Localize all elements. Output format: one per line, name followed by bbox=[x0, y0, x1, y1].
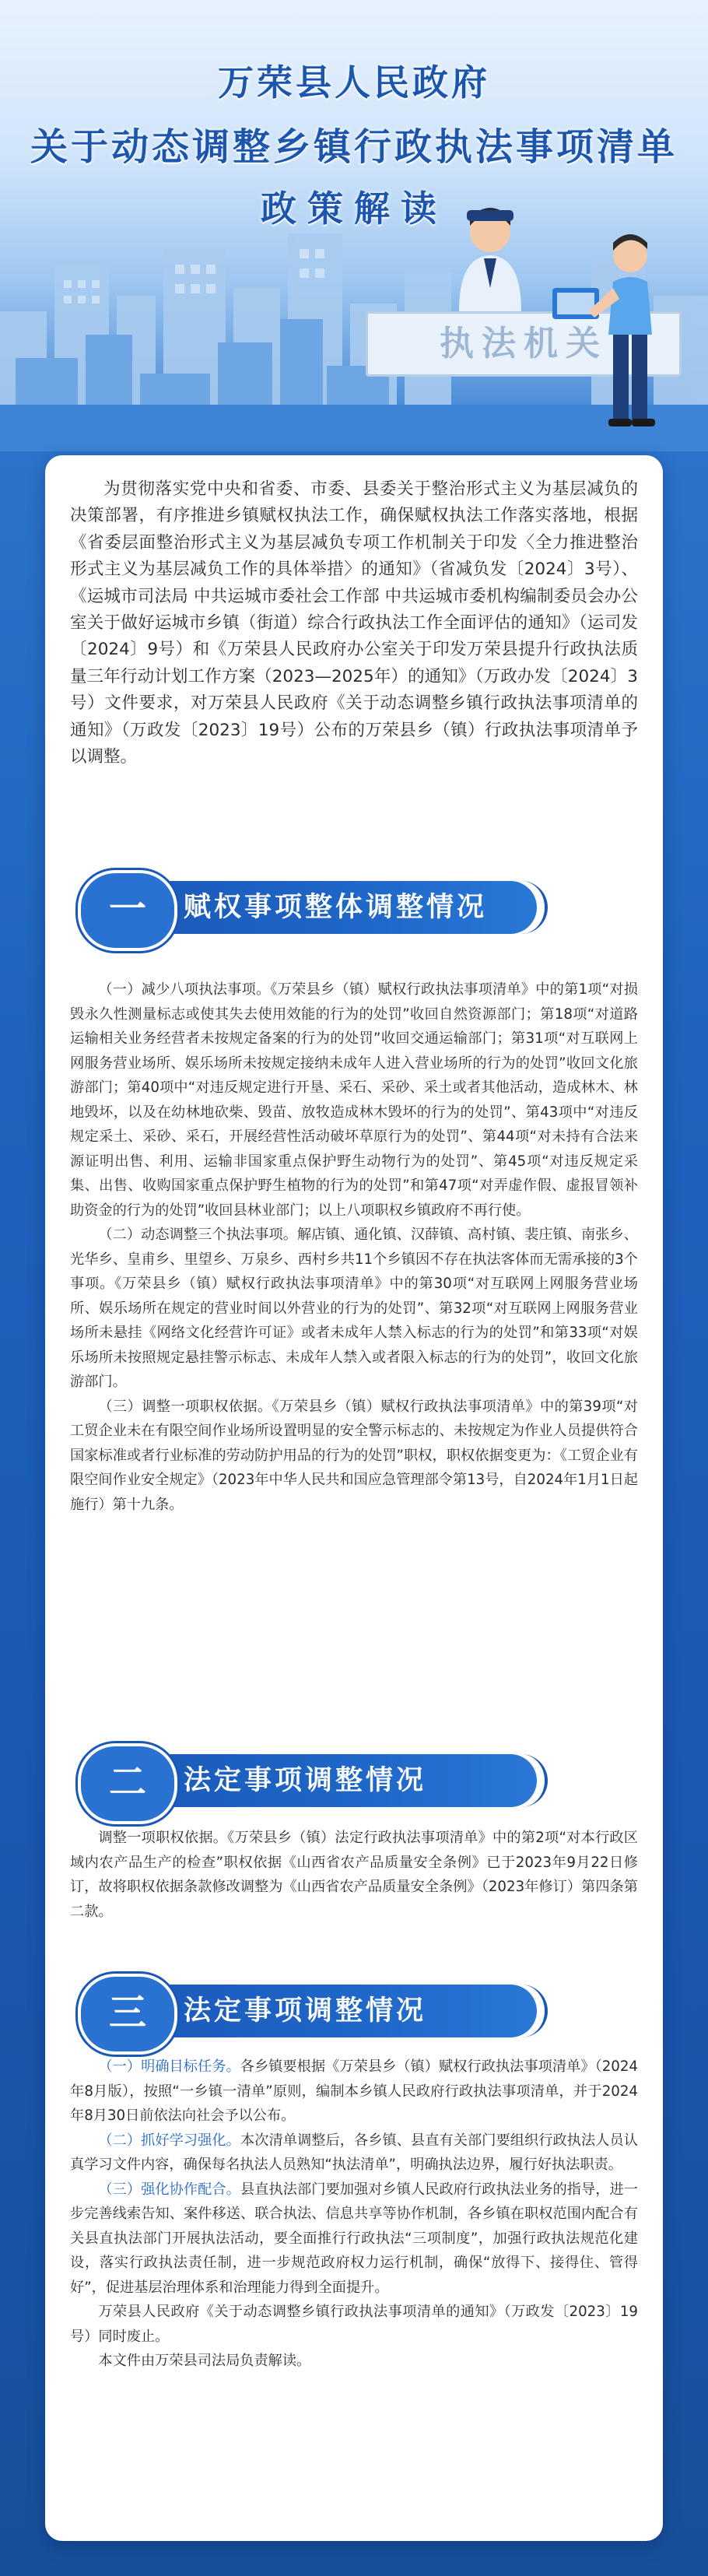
section-1-body bbox=[70, 977, 638, 1517]
section-1-paragraph-2: （二）动态调整三个执法事项。解店镇、通化镇、汉薛镇、高村镇、裴庄镇、南张乡、光华乡、皇甫乡、里望乡、万泉乡、西村乡共11个乡镇因不存在执法客体而无需承接的3个事项。《万荣县乡（镇）赋权行政执法事项清单》中的第30项“对互联网上网服务营业场所、娱乐场所在规定的营业时间以外营业的行为的处罚”、第32项“对互联网上网服务营业场所未悬挂《网络文化经营许可证》或者未成年人禁入标志的行为的处罚”和第33项“对娱乐场所未按照规定悬挂警示标志、未成年人禁入或者限入标志的行为的处罚”，收回文化旅游部门。 bbox=[70, 1227, 638, 1390]
section-3-paragraph-3-text: 县直执法部门要加强对乡镇人民政府行政执法业务的指导，进一步完善线索告知、案件移送、联合执法、信息共享等协作机制，各乡镇在职权范围内配合有关县直执法部门开展执法活动，要全面推行行政执法“三项制度”，加强行政执法规范化建设，落实行政执法责任制，进一步规范政府权力运行机制，确保“放得下、接得住、管得好”，促进基层治理体系和治理能力得到全面提升。 bbox=[70, 2181, 638, 2296]
section-3-number: 三 bbox=[78, 1974, 177, 2055]
section-1-paragraph-3: （三）调整一项职权依据。《万荣县乡（镇）赋权行政执法事项清单》中的第39项“对工贸企业未在有限空间作业场所设置明显的安全警示标志的、未按规定为作业人员提供符合国家标准或者行业标准的劳动防护用品的行为的处罚”职权，职权依据变更为：《工贸企业有限空间作业安全规定》（2023年中华人民共和国应急管理部令第13号，自2024年1月1日起施行）第十九条。 bbox=[70, 1398, 638, 1513]
title-line-3: 政策解读 bbox=[261, 188, 447, 230]
section-1-banner bbox=[78, 870, 545, 945]
section-2-title: 法定事项调整情况 bbox=[184, 1765, 427, 1796]
section-3-paragraph-1-heading: （一）明确目标任务。 bbox=[98, 2058, 240, 2075]
section-1-number: 一 bbox=[78, 870, 177, 951]
title-line-1: 万荣县人民政府 bbox=[218, 61, 490, 104]
section-3-paragraph-4: 万荣县人民政府《关于动态调整乡镇行政执法事项清单的通知》（万政发〔2023〕19号）同时废止。 bbox=[70, 2304, 638, 2345]
section-3-body bbox=[70, 2055, 638, 2374]
title-line-2: 关于动态调整乡镇行政执法事项清单 bbox=[30, 125, 678, 169]
section-3-paragraph-1-text: 各乡镇要根据《万荣县乡（镇）赋权行政执法事项清单》（2024年8月版），按照“一乡镇一清单”原则，编制本乡镇人民政府行政执法事项清单，并于2024年8月30日前依法向社会予以公布。 bbox=[70, 2058, 638, 2124]
section-3-paragraph-1 bbox=[70, 2055, 638, 2129]
law-office-sign: 执法机关 bbox=[366, 311, 682, 377]
section-3-paragraph-2 bbox=[70, 2129, 638, 2178]
section-3-paragraph-2-heading: （二）抓好学习强化。 bbox=[98, 2132, 240, 2149]
section-3-paragraph-3-heading: （三）强化协作配合。 bbox=[98, 2181, 240, 2198]
section-3-banner bbox=[78, 1974, 545, 2048]
section-3-paragraph-3 bbox=[70, 2178, 638, 2301]
section-3-paragraph-2-text: 本次清单调整后，各乡镇、县直有关部门要组织行政执法人员认真学习文件内容，确保每名执法人员熟知“执法清单”，明确执法边界，履行好执法职责。 bbox=[70, 2132, 638, 2173]
section-2-paragraph-1: 调整一项职权依据。《万荣县乡（镇）法定行政执法事项清单》中的第2项“对本行政区域内农产品生产的检查”职权依据《山西省农产品质量安全条例》已于2023年9月22日修订，故将职权依据条款修改调整为《山西省农产品质量安全条例》（2023年修订）第四条第二款。 bbox=[70, 1830, 638, 1920]
section-3-title: 法定事项调整情况 bbox=[184, 1995, 427, 2027]
section-2-banner bbox=[78, 1743, 545, 1818]
section-1-title: 赋权事项整体调整情况 bbox=[184, 892, 488, 923]
section-1-paragraph-1: （一）减少八项执法事项。《万荣县乡（镇）赋权行政执法事项清单》中的第1项“对损毁永久性测量标志或使其失去使用效能的行为的处罚”收回自然资源部门；第18项“对道路运输相关业务经营者未按规定备案的行为的处罚”收回交通运输部门；第31项“对互联网上网服务营业场所、娱乐场所未按规定接纳未成年人进入营业场所的行为的处罚”收回文化旅游部门；第40项中“对违反规定进行开垦、采石、采砂、采土或者其他活动，造成林木、林地毁坏，以及在幼林地砍柴、毁苗、放牧造成林木毁坏的行为的处罚”、第43项中“对违反规定采土、采砂、采石，开展经营性活动破坏草原行为的处罚”、第44项“对未持有合法来源证明出售、利用、运输非国家重点保护野生动物行为的处罚”、第45项“对违反规定采集、出售、收购国家重点保护野生植物的行为的处罚”和第47项“对弄虚作假、虚报冒领补助资金的行为的处罚”收回县林业部门；以上八项职权乡镇政府不再行使。 bbox=[70, 981, 638, 1219]
officers-illustration bbox=[436, 195, 685, 444]
header-banner bbox=[0, 0, 708, 451]
section-2-number: 二 bbox=[78, 1743, 177, 1824]
intro-paragraph: 为贯彻落实党中央和省委、市委、县委关于整治形式主义为基层减负的决策部署，有序推进乡镇赋权执法工作，确保赋权执法工作落实落地，根据《省委层面整治形式主义为基层减负专项工作机制关于印发〈全力推进整治形式主义为基层减负工作的具体举措〉的通知》（省减负发〔2024〕3号）、《运城市司法局 中共运城市委社会工作部 中共运城市委机构编制委员会办公室关于做好运城市乡镇（街道）综合行政执法工作全面评估的通知》（运司发〔2024〕9号）和《万荣县人民政府办公室关于印发万荣县提升行政执法质量三年行动计划工作方案（2023—2025年）的通知》（万政办发〔2024〕3号）文件要求，对万荣县人民政府《关于动态调整乡镇行政执法事项清单的通知》（万政发〔2023〕19号）公布的万荣县乡（镇）行政执法事项清单予以调整。 bbox=[70, 479, 638, 767]
section-3-paragraph-5: 本文件由万荣县司法局负责解读。 bbox=[98, 2353, 311, 2369]
section-2-body bbox=[70, 1826, 638, 1924]
